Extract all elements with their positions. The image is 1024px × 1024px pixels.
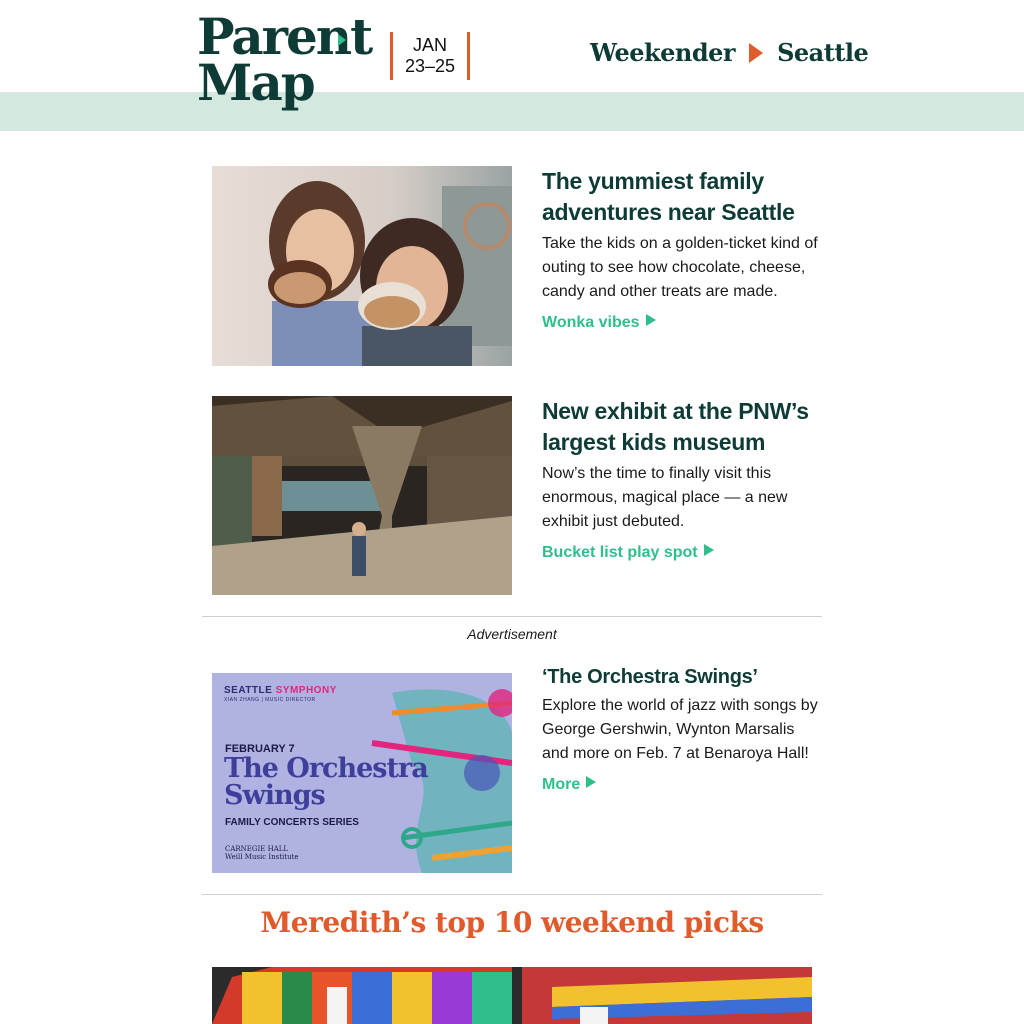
ad-image-title-line2: Swings [224, 780, 325, 811]
issue-date [390, 32, 470, 80]
ad-series: FAMILY CONCERTS SERIES [225, 817, 359, 828]
story-description: Now’s the time to finally visit this enormous, magical place — a new exhibit just debuted. [542, 465, 788, 530]
story-card [212, 166, 824, 366]
ad-image-title [224, 755, 428, 809]
newsletter-header [0, 0, 1024, 131]
story-image-museum[interactable] [212, 396, 512, 596]
play-arrow-icon [749, 43, 763, 63]
ad-subline: XIAN ZHANG | MUSIC DIRECTOR [224, 697, 316, 703]
story-image-donuts[interactable] [212, 166, 512, 366]
issue-days: 23–25 [404, 56, 456, 76]
play-arrow-icon [704, 544, 714, 556]
cta-label: More [542, 776, 581, 793]
ad-image-orchestra[interactable] [212, 673, 512, 873]
advertisement-label: Advertisement [467, 626, 557, 642]
cta-label: Bucket list play spot [542, 544, 698, 561]
ad-date: FEBRUARY 7 [225, 743, 295, 755]
weekender-label: Weekender [590, 38, 736, 67]
story-cta-link[interactable] [542, 314, 656, 332]
story-title[interactable]: The yummiest family adventures near Seattle [542, 168, 795, 225]
ad-text [542, 664, 824, 794]
story-card [212, 396, 824, 596]
story-description: Take the kids on a golden-ticket kind of outing to see how chocolate, cheese, candy and other treats are made. [542, 235, 818, 300]
divider [202, 894, 822, 895]
ad-description: Explore the world of jazz with songs by George Gershwin, Wynton Marsalis and more on Feb. 7 at Benaroya Hall! [542, 697, 818, 762]
ad-partner-line1: CARNEGIE HALL [225, 845, 289, 853]
story-text [542, 166, 824, 332]
city-label: Seattle [777, 38, 869, 67]
ad-image-title-line1: The Orchestra [224, 753, 428, 784]
play-arrow-icon [586, 776, 596, 788]
edition-label [590, 38, 868, 67]
cta-label: Wonka vibes [542, 314, 640, 331]
play-arrow-icon [646, 314, 656, 326]
story-text [542, 396, 824, 562]
divider [202, 616, 822, 617]
ad-org-prefix: SEATTLE [224, 685, 273, 696]
ad-more-link[interactable] [542, 776, 596, 794]
ad-partner [225, 845, 299, 861]
section-heading-picks: Meredith’s top 10 weekend picks [260, 906, 764, 939]
ad-card [212, 664, 824, 874]
header-band [0, 92, 1024, 131]
ad-org-name [224, 685, 337, 696]
logo-play-icon [338, 34, 346, 46]
ad-org-suffix: SYMPHONY [275, 685, 337, 696]
story-cta-link[interactable] [542, 544, 714, 562]
picks-hero-image[interactable] [212, 967, 812, 1024]
issue-month: JAN [412, 35, 447, 55]
ad-title[interactable]: ‘The Orchestra Swings’ [542, 666, 758, 688]
ad-banner [212, 673, 512, 873]
ad-partner-line2: Weill Music Institute [225, 853, 299, 861]
story-title[interactable]: New exhibit at the PNW’s largest kids museum [542, 398, 809, 455]
logo-word-map: Map [197, 53, 314, 112]
parentmap-logo[interactable] [197, 7, 372, 112]
logo-word-parent: Parent [197, 7, 372, 66]
